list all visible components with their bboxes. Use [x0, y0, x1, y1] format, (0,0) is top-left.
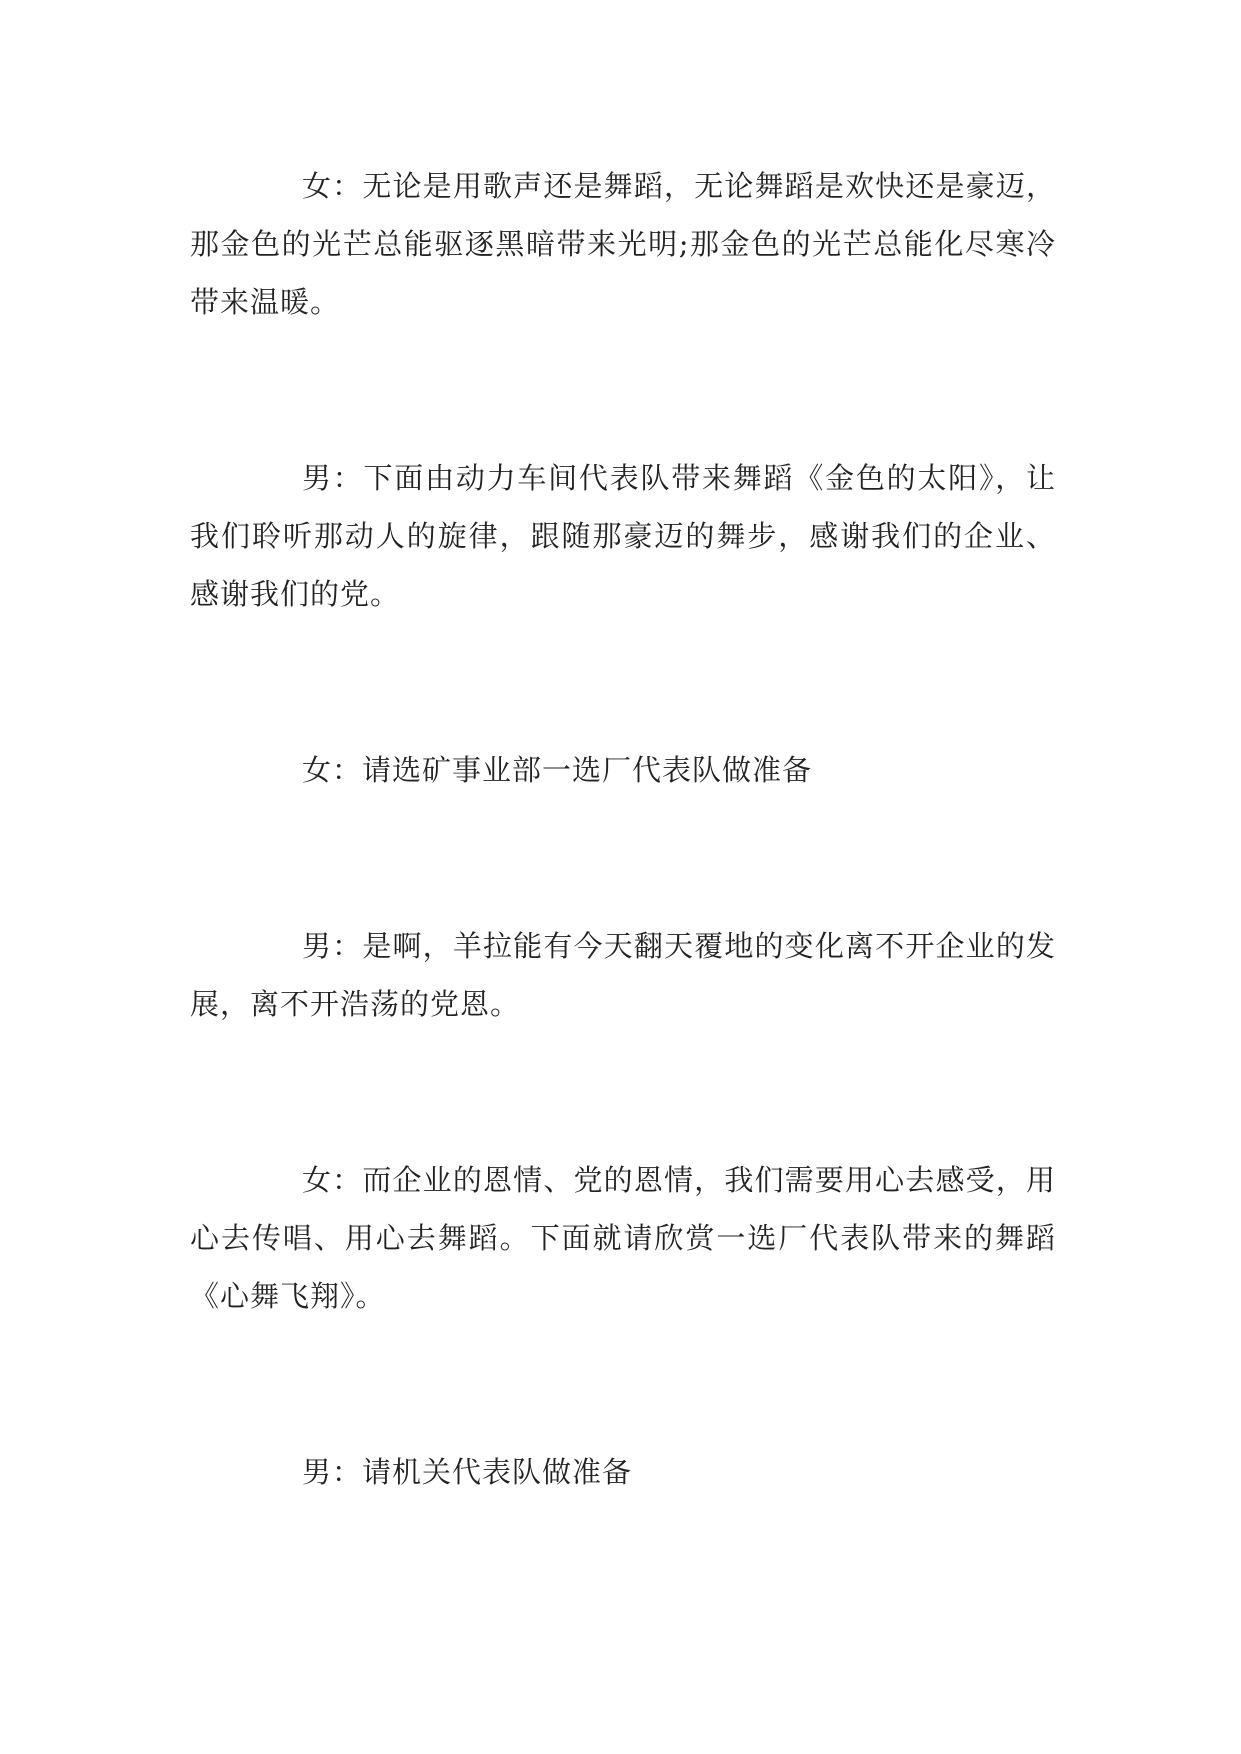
script-paragraph-4: 男：是啊，羊拉能有今天翻天覆地的变化离不开企业的发展，离不开浩荡的党恩。 — [190, 929, 1056, 1021]
script-paragraph-2: 男：下面由动力车间代表队带来舞蹈《金色的太阳》，让我们聆听那动人的旋律，跟随那豪迈的舞步，感谢我们的企业、感谢我们的党。 — [190, 461, 1056, 611]
script-paragraph-6: 男：请机关代表队做准备 — [302, 1455, 633, 1489]
script-paragraph-5: 女：而企业的恩情、党的恩情，我们需要用心去感受，用心去传唱、用心去舞蹈。下面就请欣赏一选厂代表队带来的舞蹈《心舞飞翔》。 — [190, 1163, 1056, 1313]
script-paragraph-3: 女：请选矿事业部一选厂代表队做准备 — [302, 753, 813, 787]
script-paragraph-1: 女：无论是用歌声还是舞蹈，无论舞蹈是欢快还是豪迈，那金色的光芒总能驱逐黑暗带来光明;那金色的光芒总能化尽寒冷带来温暖。 — [190, 169, 1056, 319]
